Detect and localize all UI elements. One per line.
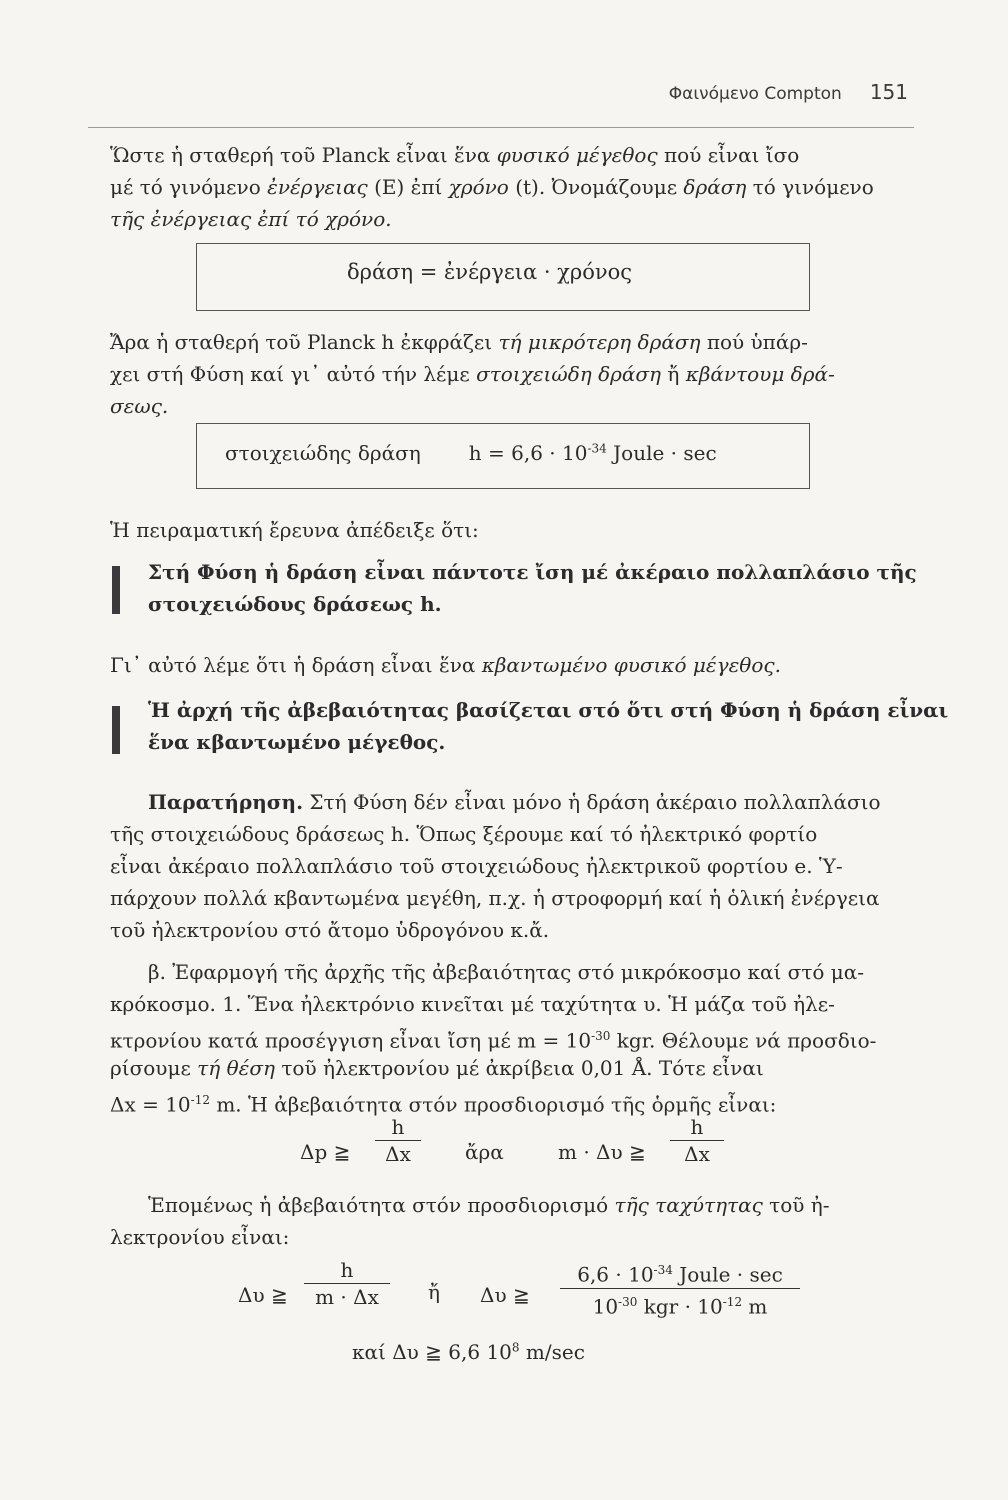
text-line: κτρονίου κατά προσέγγιση εἶναι ἴση μέ $m = 10^{-30}$ kgr. Θέλουμε νά προσδιο- bbox=[110, 1028, 877, 1053]
text-line: τοῦ ἠλεκτρονίου στό ἄτομο ὑδρογόνου κ.ἄ. bbox=[110, 918, 550, 942]
text-line: τῆς στοιχειώδους δράσεως h. Ὅπως ξέρουμε καί τό ἠλεκτρικό φορτίο bbox=[110, 822, 818, 846]
eq2-fraction-2: $6,6 \cdot 10^{-34}$ Joule · sec $10^{-30}$ kgr · $10^{-12}$ m bbox=[560, 1257, 800, 1319]
eq1-connector: ἄρα bbox=[465, 1140, 504, 1164]
constant-box bbox=[196, 423, 810, 489]
text-line: $\Delta x = 10^{-12}$ m. Ἡ ἀβεβαιότητα στόν προσδιορισμό τῆς ὁρμῆς εἶναι: bbox=[110, 1092, 777, 1117]
definition-box bbox=[196, 243, 810, 311]
text-line: Ἄρα ἡ σταθερή τοῦ Planck h ἐκφράζει τή μικρότερη δράση πού ὑπάρ- bbox=[110, 330, 808, 354]
eq2-lhs: Δυ ≧ bbox=[238, 1283, 288, 1307]
eq2-lhs2: Δυ ≧ bbox=[480, 1283, 530, 1307]
text-line: κρόκοσμο. 1. Ἕνα ἠλεκτρόνιο κινεῖται μέ ταχύτητα υ. Ἡ μάζα τοῦ ἠλε- bbox=[110, 992, 835, 1016]
text-line: β. Ἐφαρμογή τῆς ἀρχῆς τῆς ἀβεβαιότητας στό μικρόκοσμο καί στό μα- bbox=[148, 960, 865, 984]
eq1-lhs: Δp ≧ bbox=[300, 1140, 351, 1164]
eq3-result: καί Δυ ≧ 6,6 $10^8$ m/sec bbox=[352, 1340, 585, 1364]
definition-formula: δράση = ἐνέργεια · χρόνος bbox=[347, 260, 633, 284]
constant-formula: στοιχειώδης δράση $h = 6,6 \cdot 10^{-34}$ Joule · sec bbox=[225, 441, 717, 465]
text-line: Παρατήρηση. Στή Φύση δέν εἶναι μόνο ἡ δράση ἀκέραιο πολλαπλάσιο bbox=[148, 790, 881, 814]
emphasis-bar bbox=[112, 566, 120, 614]
eq1-fraction: $\frac{h}{\Delta x}$ bbox=[375, 1114, 421, 1167]
bold-statement-line: Στή Φύση ἡ δράση εἶναι πάντοτε ἴση μέ ἀκέραιο πολλαπλάσιο τῆς bbox=[148, 560, 917, 584]
eq2-fraction: $\frac{h}{m \cdot \Delta x}$ bbox=[304, 1257, 390, 1310]
text-line: Γι᾿ αὐτό λέμε ὅτι ἡ δράση εἶναι ἕνα κβαντωμένο φυσικό μέγεθος. bbox=[110, 653, 781, 677]
text-line: Ὥστε ἡ σταθερή τοῦ Planck εἶναι ἕνα φυσικό μέγεθος πού εἶναι ἴσο bbox=[110, 143, 800, 167]
bold-statement-line: ἕνα κβαντωμένο μέγεθος. bbox=[148, 730, 446, 754]
constant-label: στοιχειώδης δράση bbox=[225, 441, 421, 465]
text-line: Ἡ πειραματική ἔρευνα ἀπέδειξε ὅτι: bbox=[110, 518, 479, 542]
text-line: τῆς ἐνέργειας ἐπί τό χρόνο. bbox=[110, 207, 392, 231]
page-number: 151 bbox=[869, 80, 908, 104]
eq2-or: ἤ bbox=[428, 1280, 440, 1304]
text-line: Ἑπομένως ἡ ἀβεβαιότητα στόν προσδιορισμό τῆς ταχύτητας τοῦ ἠ- bbox=[148, 1193, 830, 1217]
text-line: εἶναι ἀκέραιο πολλαπλάσιο τοῦ στοιχειώδους ἠλεκτρικοῦ φορτίου e. Ὑ- bbox=[110, 854, 843, 878]
eq1-fraction-2: $\frac{h}{\Delta x}$ bbox=[670, 1114, 724, 1167]
bold-statement-line: στοιχειώδους δράσεως h. bbox=[148, 592, 442, 616]
eq1-lhs2: m · Δυ ≧ bbox=[558, 1140, 646, 1164]
bold-statement-line: Ἡ ἀρχή τῆς ἀβεβαιότητας βασίζεται στό ὅτι στή Φύση ἡ δράση εἶναι bbox=[148, 698, 949, 722]
emphasis-bar bbox=[112, 706, 120, 754]
text-line: μέ τό γινόμενο ἐνέργειας (E) ἐπί χρόνο (t). Ὀνομάζουμε δράση τό γινόμενο bbox=[110, 175, 874, 199]
section-title: Φαινόμενο Compton bbox=[668, 84, 842, 104]
text-line: πάρχουν πολλά κβαντωμένα μεγέθη, π.χ. ἡ στροφορμή καί ἡ ὁλική ἐνέργεια bbox=[110, 886, 880, 910]
text-line: λεκτρονίου εἶναι: bbox=[110, 1225, 290, 1249]
running-header bbox=[669, 80, 908, 104]
text-line: σεως. bbox=[110, 394, 169, 418]
text-line: ρίσουμε τή θέση τοῦ ἠλεκτρονίου μέ ἀκρίβεια 0,01 Å. Τότε εἶναι bbox=[110, 1056, 764, 1080]
header-rule bbox=[88, 127, 914, 128]
text-line: χει στή Φύση καί γι᾿ αὐτό τήν λέμε στοιχειώδη δράση ἤ κβάντουμ δρά- bbox=[110, 362, 835, 386]
